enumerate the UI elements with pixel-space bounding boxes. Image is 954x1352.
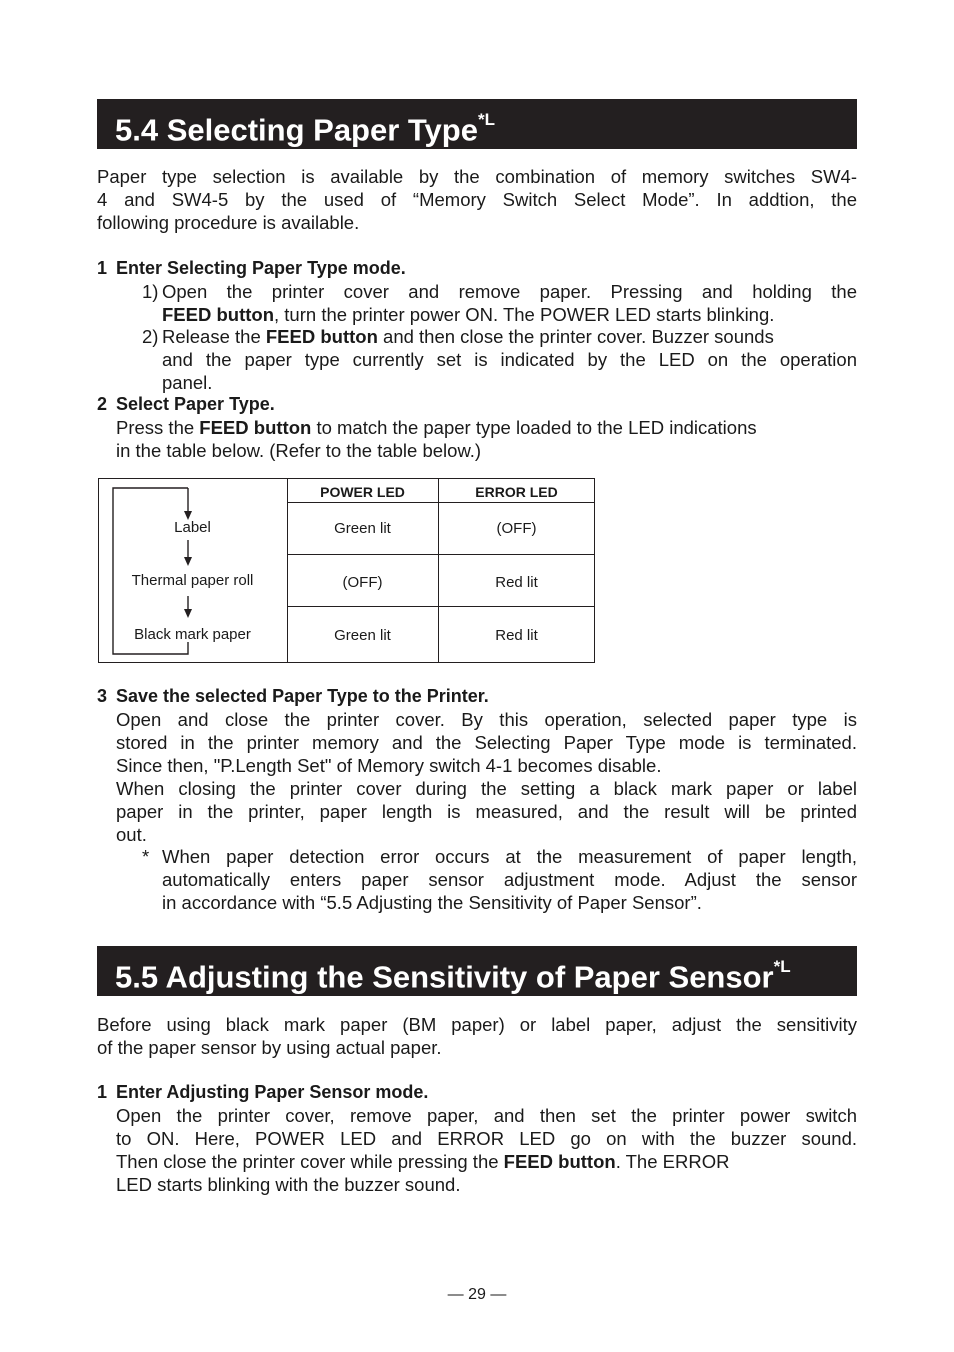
note-line: in accordance with “5.5 Adjusting the Sensitivity of Paper Sensor”. — [162, 892, 702, 913]
body-line: out. — [116, 824, 147, 845]
table-row-power: Green lit — [334, 520, 391, 537]
sub-line: Open the printer cover and remove paper. Pressing and holding the — [162, 281, 857, 302]
page-number: — 29 — — [447, 1286, 507, 1303]
intro-line: 4 and SW4-5 by the used of “Memory Switch Select Mode”. In addtion, the — [97, 189, 857, 210]
body-line — [116, 1150, 857, 1173]
note-line: automatically enters paper sensor adjustment mode. Adjust the sensor — [162, 869, 857, 890]
step-3-number: 3 — [97, 686, 108, 706]
body-line-b: to match the paper type loaded to the LED indications — [311, 417, 757, 438]
note-line: When paper detection error occurs at the measurement of paper length, — [162, 846, 857, 867]
step-1-sub-1 — [162, 280, 857, 326]
body-line: LED starts blinking with the buzzer sound. — [116, 1174, 461, 1195]
step-2-number: 2 — [97, 394, 108, 414]
table-divider — [287, 606, 595, 607]
section-5-5-title-text: 5.5 Adjusting the Sensitivity of Paper Sensor — [115, 959, 774, 995]
table-header-power-led: POWER LED — [320, 484, 405, 500]
body-line: in the table below. (Refer to the table below.) — [116, 440, 482, 461]
step-1-sub-1-number: 1) — [142, 281, 159, 302]
body-line: paper in the printer, paper length is measured, and the result will be printed — [116, 801, 857, 822]
arrow-down-icon — [184, 609, 192, 618]
step-2-heading: Select Paper Type. — [116, 394, 275, 414]
step-1-sub-2-number: 2) — [142, 326, 159, 347]
table-row-power: (OFF) — [342, 574, 383, 591]
note-asterisk: * — [142, 846, 150, 867]
sub-line — [162, 325, 857, 348]
step-3-body — [116, 708, 857, 846]
table-row-error: (OFF) — [496, 520, 537, 537]
table-row-type: Thermal paper roll — [131, 572, 254, 589]
sub-line: and the paper type currently set is indicated by the LED on the operation — [162, 349, 857, 370]
step-5-5-1-heading: Enter Adjusting Paper Sensor mode. — [116, 1082, 429, 1102]
body-line: to ON. Here, POWER LED and ERROR LED go on with the buzzer sound. — [116, 1128, 857, 1149]
step-3-heading: Save the selected Paper Type to the Printer. — [116, 686, 489, 706]
arrow-down-icon — [184, 557, 192, 566]
step-2-body — [116, 416, 857, 462]
section-5-4-title — [97, 99, 857, 149]
body-line-b: . The ERROR — [615, 1151, 730, 1172]
sub-line: panel. — [162, 372, 213, 393]
table-header-error-led: ERROR LED — [475, 484, 558, 500]
table-row-error: Red lit — [495, 574, 538, 591]
step-1-number: 1 — [97, 258, 108, 278]
step-5-5-1-number: 1 — [97, 1082, 108, 1102]
body-line-a: Then close the printer cover while pressing the — [116, 1151, 504, 1172]
body-line-a: Press the — [116, 417, 200, 438]
table-row-power: Green lit — [334, 627, 391, 644]
body-line: Open and close the printer cover. By this operation, selected paper type is — [116, 709, 857, 730]
section-5-4-title-sup: *L — [477, 110, 495, 129]
sub-line-rest: , turn the printer power ON. The POWER LED starts blinking. — [274, 304, 775, 325]
section-5-5-intro — [97, 1013, 857, 1059]
body-line — [116, 416, 857, 439]
section-5-4-title-text: 5.4 Selecting Paper Type — [115, 112, 478, 148]
intro-line: Paper type selection is available by the combination of memory switches SW4- — [97, 166, 857, 187]
body-line: Since then, "P.Length Set" of Memory switch 4-1 becomes disable. — [116, 755, 662, 776]
section-5-4-intro — [97, 165, 857, 234]
sub-line-a: Release the — [162, 326, 266, 347]
intro-line: following procedure is available. — [97, 212, 360, 233]
step-1-heading: Enter Selecting Paper Type mode. — [116, 258, 406, 278]
body-line: When closing the printer cover during the setting a black mark paper or label — [116, 778, 857, 799]
body-line: stored in the printer memory and the Selecting Paper Type mode is terminated. — [116, 732, 857, 753]
feed-button-ref: FEED button — [503, 1151, 616, 1172]
body-line: Open the printer cover, remove paper, and then set the printer power switch — [116, 1105, 857, 1126]
feed-button-ref: FEED button — [199, 417, 312, 438]
step-5-5-1-body — [116, 1104, 857, 1196]
table-row-error: Red lit — [495, 627, 538, 644]
sub-line-b: and then close the printer cover. Buzzer sounds — [377, 326, 774, 347]
intro-line: of the paper sensor by using actual paper. — [97, 1037, 442, 1058]
step-1-sub-2 — [162, 325, 857, 394]
feed-button-ref: FEED button — [162, 304, 275, 325]
feed-button-ref: FEED button — [265, 326, 378, 347]
section-5-5-title — [97, 946, 857, 996]
intro-line: Before using black mark paper (BM paper) or label paper, adjust the sensitivity — [97, 1014, 857, 1035]
table-row-type: Label — [174, 519, 211, 536]
table-divider — [287, 554, 595, 555]
step-3-note — [162, 845, 857, 914]
section-5-5-title-sup: *L — [773, 957, 791, 976]
table-row-type: Black mark paper — [134, 626, 251, 643]
table-divider — [287, 502, 595, 503]
sub-line — [162, 303, 857, 326]
